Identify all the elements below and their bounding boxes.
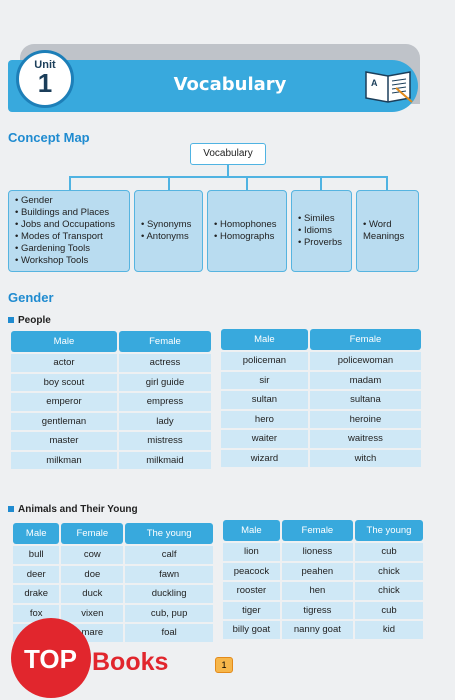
table-cell: sir <box>221 372 308 390</box>
topbooks-logo <box>6 610 186 700</box>
table-cell: doe <box>61 566 123 584</box>
concept-item: • Synonyms <box>141 219 191 231</box>
table-cell: hen <box>282 582 353 600</box>
table-cell: cow <box>61 546 123 564</box>
animals-table-right <box>221 518 425 641</box>
connector <box>386 176 388 190</box>
table-cell: fawn <box>125 566 213 584</box>
connector <box>69 176 387 178</box>
table-cell: mistress <box>119 432 211 450</box>
table-cell: wizard <box>221 450 308 468</box>
table-cell: madam <box>310 372 421 390</box>
column-header: Female <box>119 331 211 352</box>
concept-item: • Homographs <box>214 231 276 243</box>
table-cell: chick <box>355 582 423 600</box>
animals-heading-text: Animals and Their Young <box>18 504 138 515</box>
table-row <box>11 354 211 372</box>
table-cell: heroine <box>310 411 421 429</box>
table-row <box>221 352 421 370</box>
table-cell: foal <box>125 624 213 642</box>
table-cell: tigress <box>282 602 353 620</box>
concept-box-word-meanings <box>356 190 419 272</box>
concept-map-root: Vocabulary <box>190 143 266 165</box>
table-cell: milkman <box>11 452 117 470</box>
table-cell: empress <box>119 393 211 411</box>
table-cell: emperor <box>11 393 117 411</box>
table-cell: boy scout <box>11 374 117 392</box>
square-bullet-icon <box>8 506 14 512</box>
table-cell: nanny goat <box>282 621 353 639</box>
concept-item: • Jobs and Occupations <box>15 219 115 231</box>
people-heading <box>8 315 51 326</box>
column-header: The young <box>125 523 213 544</box>
concept-box-synonyms <box>134 190 203 272</box>
table-row <box>11 432 211 450</box>
table-cell: hero <box>221 411 308 429</box>
table-cell: actor <box>11 354 117 372</box>
table-row <box>223 563 423 581</box>
table-row <box>223 621 423 639</box>
column-header: Male <box>223 520 280 541</box>
concept-item: • Proverbs <box>298 237 342 249</box>
people-table-left <box>9 329 213 471</box>
table-cell: deer <box>13 566 59 584</box>
open-book-icon <box>362 64 414 104</box>
table-row <box>13 585 213 603</box>
column-header: Male <box>13 523 59 544</box>
concept-item: • Antonyms <box>141 231 191 243</box>
table-cell: policewoman <box>310 352 421 370</box>
concept-item: • Similes <box>298 213 342 225</box>
table-cell: rooster <box>223 582 280 600</box>
logo-text-bottom: Books <box>92 648 169 676</box>
concept-item: • Gender <box>15 195 115 207</box>
column-header: Female <box>282 520 353 541</box>
table-cell: drake <box>13 585 59 603</box>
connector <box>168 176 170 190</box>
concept-item: • Workshop Tools <box>15 255 115 267</box>
table-cell: policeman <box>221 352 308 370</box>
table-row <box>223 543 423 561</box>
concept-item: • Buildings and Places <box>15 207 115 219</box>
table-cell: lion <box>223 543 280 561</box>
table-row <box>221 391 421 409</box>
table-cell: fox <box>13 605 59 623</box>
concept-item: • Word Meanings <box>363 219 413 243</box>
table-cell: cub <box>355 602 423 620</box>
table-cell: milkmaid <box>119 452 211 470</box>
square-bullet-icon <box>8 317 14 323</box>
column-header: Female <box>310 329 421 350</box>
table-row <box>13 546 213 564</box>
table-cell: witch <box>310 450 421 468</box>
table-cell: peahen <box>282 563 353 581</box>
table-row <box>221 430 421 448</box>
table-cell: tiger <box>223 602 280 620</box>
table-row <box>223 582 423 600</box>
table-cell: sultan <box>221 391 308 409</box>
concept-item: • Gardening Tools <box>15 243 115 255</box>
table-row <box>221 450 421 468</box>
column-header: The young <box>355 520 423 541</box>
unit-number: 1 <box>37 68 53 98</box>
table-row <box>221 372 421 390</box>
table-cell: actress <box>119 354 211 372</box>
people-heading-text: People <box>18 315 51 326</box>
table-cell: lady <box>119 413 211 431</box>
concept-item: • Modes of Transport <box>15 231 115 243</box>
table-row <box>11 393 211 411</box>
unit-badge <box>16 50 74 108</box>
table-cell: mare <box>61 624 123 642</box>
page-number: 1 <box>215 657 233 673</box>
column-header: Male <box>221 329 308 350</box>
table-cell: cub, pup <box>125 605 213 623</box>
page-title: Vocabulary <box>173 74 287 95</box>
animals-heading <box>8 504 138 515</box>
svg-text:A: A <box>371 78 378 88</box>
table-row <box>223 602 423 620</box>
table-cell: kid <box>355 621 423 639</box>
table-cell: calf <box>125 546 213 564</box>
concept-box-similes <box>291 190 352 272</box>
gender-heading: Gender <box>8 290 54 305</box>
concept-map-heading: Concept Map <box>8 130 90 145</box>
table-cell: lioness <box>282 543 353 561</box>
table-cell: waiter <box>221 430 308 448</box>
table-row <box>11 374 211 392</box>
table-row <box>13 566 213 584</box>
table-cell: master <box>11 432 117 450</box>
unit-label: Unit <box>34 59 56 71</box>
table-cell: bull <box>13 546 59 564</box>
table-row <box>221 411 421 429</box>
table-row <box>11 413 211 431</box>
table-cell: duck <box>61 585 123 603</box>
table-cell: cub <box>355 543 423 561</box>
table-cell: gentleman <box>11 413 117 431</box>
connector <box>320 176 322 190</box>
table-cell: sultana <box>310 391 421 409</box>
concept-box-gender <box>8 190 130 272</box>
column-header: Female <box>61 523 123 544</box>
table-cell: duckling <box>125 585 213 603</box>
table-cell: vixen <box>61 605 123 623</box>
concept-item: • Homophones <box>214 219 276 231</box>
connector <box>246 176 248 190</box>
concept-box-homophones <box>207 190 287 272</box>
column-header: Male <box>11 331 117 352</box>
table-cell: girl guide <box>119 374 211 392</box>
table-cell: waitress <box>310 430 421 448</box>
table-cell: billy goat <box>223 621 280 639</box>
table-row <box>11 452 211 470</box>
concept-item: • Idioms <box>298 225 342 237</box>
table-cell: peacock <box>223 563 280 581</box>
logo-text-top: TOP <box>24 644 77 674</box>
connector <box>69 176 71 190</box>
people-table-right <box>219 327 423 469</box>
table-cell: chick <box>355 563 423 581</box>
